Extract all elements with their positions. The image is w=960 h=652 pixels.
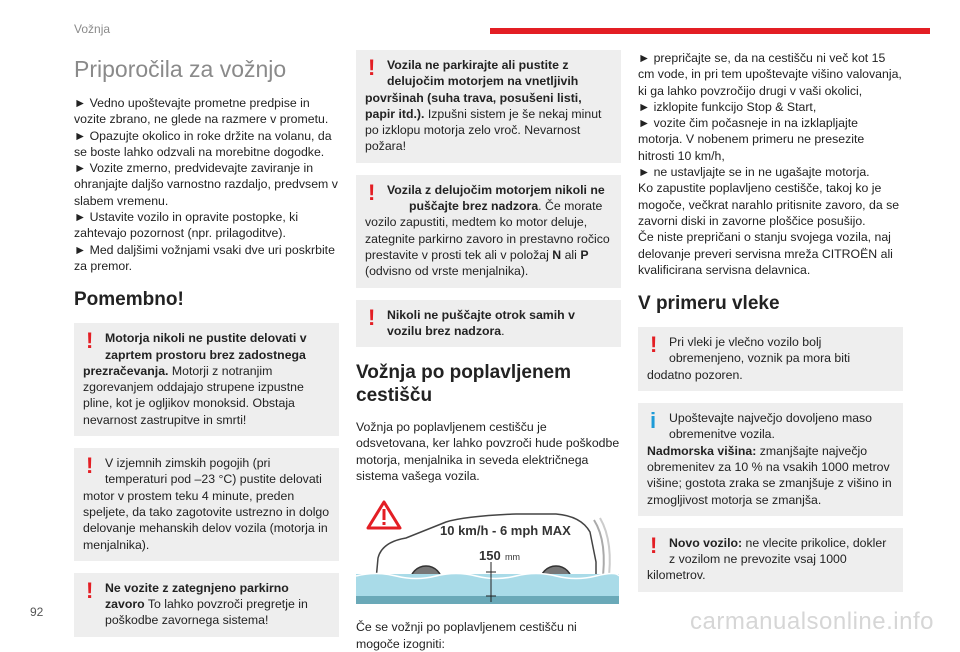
road [356, 596, 619, 604]
exclamation-icon: ! [368, 179, 376, 205]
paragraph: Če se vožnji po poplavljenem cestišču ni mogoče izogniti: [356, 620, 577, 651]
gear-position: P [580, 247, 589, 262]
warning-text: motor v prostem teku 4 minute, preden speljete, da tako zagotovite ustrezno in dolgo delovanje mehanskih delov vozila (motorja in menjalnika). [83, 488, 330, 552]
paragraph: ► vozite čim počasneje in na izklapljajte motorja. V nobenem primeru ne presezite hitrosti 10 km/h, [638, 116, 865, 163]
speed-limit-label: 10 km/h - 6 mph MAX [440, 523, 571, 539]
info-text: zmanjšajte največjo obremenitev za 10 % na vsakih 1000 metrov višine; gostota zraka se zmanjšuje z višino in zmogljivost motorja se zmanjša. [647, 443, 892, 507]
warning-text: Ne vozite z zategnjeno parkirno [105, 580, 289, 595]
warning-box [638, 528, 903, 592]
warning-box [74, 573, 339, 637]
section-label: Vožnja [74, 22, 111, 36]
exclamation-icon: ! [86, 577, 94, 603]
exclamation-icon: ! [650, 332, 658, 358]
warning-text: Novo vozilo: [669, 535, 743, 550]
column-2 [356, 50, 621, 652]
column-1 [74, 50, 339, 649]
warning-box [74, 448, 339, 561]
warning-text: zavoro [105, 597, 145, 612]
info-icon: i [650, 408, 657, 434]
header-accent-bar [490, 28, 930, 34]
section-heading: V primeru vleke [638, 293, 780, 315]
info-text: Nadmorska višina: [647, 443, 757, 458]
warning-text: . Če morate vozilo zapustiti, medtem ko motor deluje, zategnite parkirno zavoro in prestavno ročico prestavite v prosti tek ali v položaj [365, 199, 610, 262]
exclamation-icon: ! [368, 55, 376, 80]
warning-box [356, 300, 621, 348]
warning-box [74, 323, 339, 436]
column-3 [638, 50, 903, 604]
warning-text: V izjemnih zimskih pogojih (pri temperaturi pod –23 °C) pustite delovati [105, 456, 322, 487]
info-text: Upoštevajte največjo dovoljeno maso obremenitve vozila. [669, 411, 873, 442]
watermark: carmanualsonline.info [690, 608, 934, 635]
warning-text: Vozila ne parkirajte ali pustite z delujočim motorjem na vnetljivih [387, 58, 579, 89]
warning-text: površinah (suha trava, posušeni listi, papir itd.). [365, 90, 582, 121]
warning-text: ne vlecite prikolice, dokler z vozilom ne prevozite vsaj 1000 [669, 535, 887, 567]
warning-text: To lahko povzroči pregretje in poškodbe zavornega sistema! [105, 597, 308, 628]
warning-text: ali [561, 247, 581, 262]
warning-text: (odvisno od vrste menjalnika). [365, 264, 529, 279]
warning-text: Motorji z notranjim zgorevanjem oddajajo strupene izpustne pline, kot je ogljikov monoksid. Obstaja nevarnost zastrupitve in smrti! [83, 363, 304, 427]
depth-unit: mm [505, 552, 520, 563]
exclamation-icon: ! [650, 532, 658, 558]
warning-text: kilometrov. [647, 568, 706, 583]
paragraph: ► Vozite zmerno, predvidevajte zaviranje in ohranjajte daljšo varnostno razdaljo, predvsem v slabem vremenu. [74, 161, 338, 208]
section-heading: Pomembno! [74, 289, 184, 311]
section-heading: Vožnja po poplavljenem cestišču [356, 362, 572, 407]
paragraph: Če niste prepričani o stanju svojega vozila, naj delovanje preveri servisna mreža CITROËN ali kvalificirana servisna delavnica. [638, 230, 893, 277]
warning-text: . [501, 323, 505, 338]
paragraph: ► Ustavite vozilo in opravite postopke, ki zahtevajo pozornost (npr. prilagoditve). [74, 210, 299, 241]
flood-illustration [356, 492, 621, 609]
page-number: 92 [30, 605, 44, 619]
paragraph: ► Vedno upoštevajte prometne predpise in vozite zbrano, ne glede na razmere v prometu. [74, 96, 329, 127]
warning-triangle-icon [368, 502, 400, 528]
warning-text: dodatno pozoren. [647, 367, 743, 382]
info-box [638, 403, 903, 516]
exclamation-icon: ! [86, 453, 94, 479]
warning-text: Izpušni sistem je še nekaj minut po izklopu motorja zelo vroč. Nevarnost požara! [365, 106, 602, 154]
paragraph: Ko zapustite poplavljeno cestišče, takoj ko je mogoče, večkrat narahlo pritisnite zavoro, da se zavorni diski in zavorne ploščice posušijo. [638, 181, 900, 228]
warning-text: Nikoli ne puščajte otrok samih v [387, 307, 575, 322]
paragraph: Vožnja po poplavljenem cestišču je odsvetovana, ker lahko povzroči hude poškodbe motorja, menjalnika in seveda električnega sistema vašega vozila. [356, 420, 620, 484]
exclamation-icon: ! [368, 304, 376, 330]
paragraph: ► prepričajte se, da na cestišču ni več kot 15 cm vode, in pri tem upoštevajte višino valovanja, ki ga lahko povzročijo drugi v vaši okolici, [638, 51, 902, 98]
page-title: Priporočila za vožnjo [74, 56, 287, 82]
warning-text: puščajte brez nadzora [409, 199, 539, 214]
warning-text: prezračevanja. [83, 363, 169, 378]
warning-box [356, 50, 621, 163]
warning-text: Pri vleki je vlečno vozilo bolj obremenjeno, voznik pa mora biti [669, 335, 851, 366]
exclamation-icon: ! [86, 328, 94, 354]
paragraph: ► Med daljšimi vožnjami vsaki dve uri poskrbite za premor. [74, 242, 335, 273]
paragraph: ► izklopite funkcijo Stop & Start, [638, 99, 817, 114]
gear-position: N [552, 247, 562, 262]
warning-box [356, 175, 621, 288]
flood-illustration-svg [356, 492, 619, 604]
warning-text: Motorja nikoli ne pustite delovati v zaprtem prostoru brez zadostnega [105, 331, 307, 362]
warning-text: vozilu brez nadzora [387, 323, 502, 338]
paragraph: ► ne ustavljajte se in ne ugašajte motorja. [638, 165, 870, 180]
warning-box [638, 327, 903, 391]
depth-value: 150 [479, 548, 501, 564]
paragraph: ► Opazujte okolico in roke držite na volanu, da se boste lahko odzvali na morebitne dogodke. [74, 128, 332, 159]
warning-text: Vozila z delujočim motorjem nikoli ne [387, 182, 605, 197]
